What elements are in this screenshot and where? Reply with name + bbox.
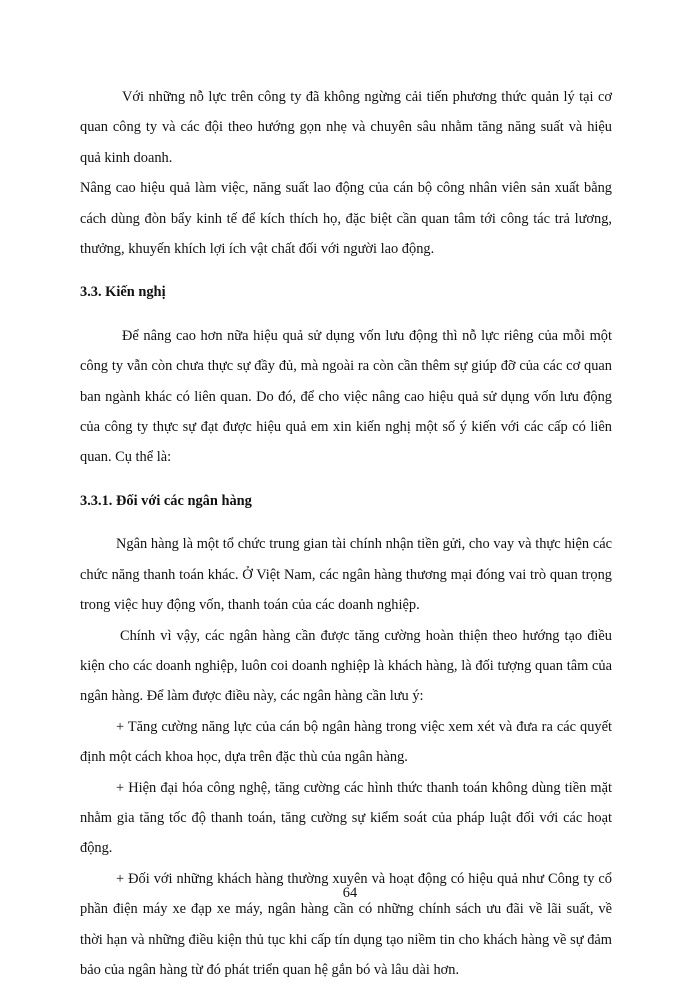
bullet-regular-customers: + Đối với những khách hàng thường xuyên và hoạt động có hiệu quả như Công ty cổ phần điện máy xe đạp xe máy, ngân hàng cần có những chính sách ưu đãi về lãi suất, về thời hạn và những điều kiện thủ tục khi cấp tín dụng tạo niềm tin cho khách hàng về sự đảm bảo của ngân hàng từ đó phát triển quan hệ gắn bó và lâu dài hơn. (80, 870, 612, 978)
section-heading-recommendations: 3.3. Kiến nghị (80, 284, 166, 301)
paragraph-recommendations-intro: Để nâng cao hơn nữa hiệu quả sử dụng vốn lưu động thì nỗ lực riêng của mỗi một công ty vẫn còn chưa thực sự đầy đủ, mà ngoài ra còn cần thêm sự giúp đỡ của các cơ quan ban ngành khác có liên quan. Do đó, để cho việc nâng cao hiệu quả sử dụng vốn lưu động của công ty thực sự đạt được hiệu quả em xin kiến nghị một số ý kiến với các cấp có liên quan. Cụ thể là: (80, 327, 612, 466)
bullet-staff-capacity: + Tăng cường năng lực của cán bộ ngân hàng trong việc xem xét và đưa ra các quyết định một cách khoa học, dựa trên đặc thù của ngân hàng. (80, 718, 612, 766)
bullet-modernize-technology: + Hiện đại hóa công nghệ, tăng cường các hình thức thanh toán không dùng tiền mặt nhằm gia tăng tốc độ thanh toán, tăng cường sự kiểm soát của pháp luật đối với các hoạt động. (80, 779, 612, 857)
paragraph-labor-productivity: Nâng cao hiệu quả làm việc, năng suất lao động của cán bộ công nhân viên sản xuất bằng cách dùng đòn bẩy kinh tế để kích thích họ, đặc biệt cần quan tâm tới công tác trả lương, thưởng, khuyến khích lợi ích vật chất đối với người lao động. (80, 180, 612, 258)
paragraph-bank-improvement: Chính vì vậy, các ngân hàng cần được tăng cường hoàn thiện theo hướng tạo điều kiện cho các doanh nghiệp, luôn coi doanh nghiệp là khách hàng, là đối tượng quan tâm của ngân hàng. Để làm được điều này, các ngân hàng cần lưu ý: (80, 627, 612, 705)
page-number: 64 (342, 885, 358, 901)
paragraph-management-improvement: Với những nỗ lực trên công ty đã không ngừng cải tiến phương thức quản lý tại cơ quan công ty và các đội theo hướng gọn nhẹ và chuyên sâu nhằm tăng năng suất và hiệu quả kinh doanh. (80, 89, 612, 166)
paragraph-bank-definition: Ngân hàng là một tổ chức trung gian tài chính nhận tiền gửi, cho vay và thực hiện các chức năng thanh toán khác. Ở Việt Nam, các ngân hàng thương mại đóng vai trò quan trọng trong việc huy động vốn, thanh toán của các doanh nghiệp. (80, 536, 612, 614)
subsection-heading-banks: 3.3.1. Đối với các ngân hàng (80, 492, 252, 509)
